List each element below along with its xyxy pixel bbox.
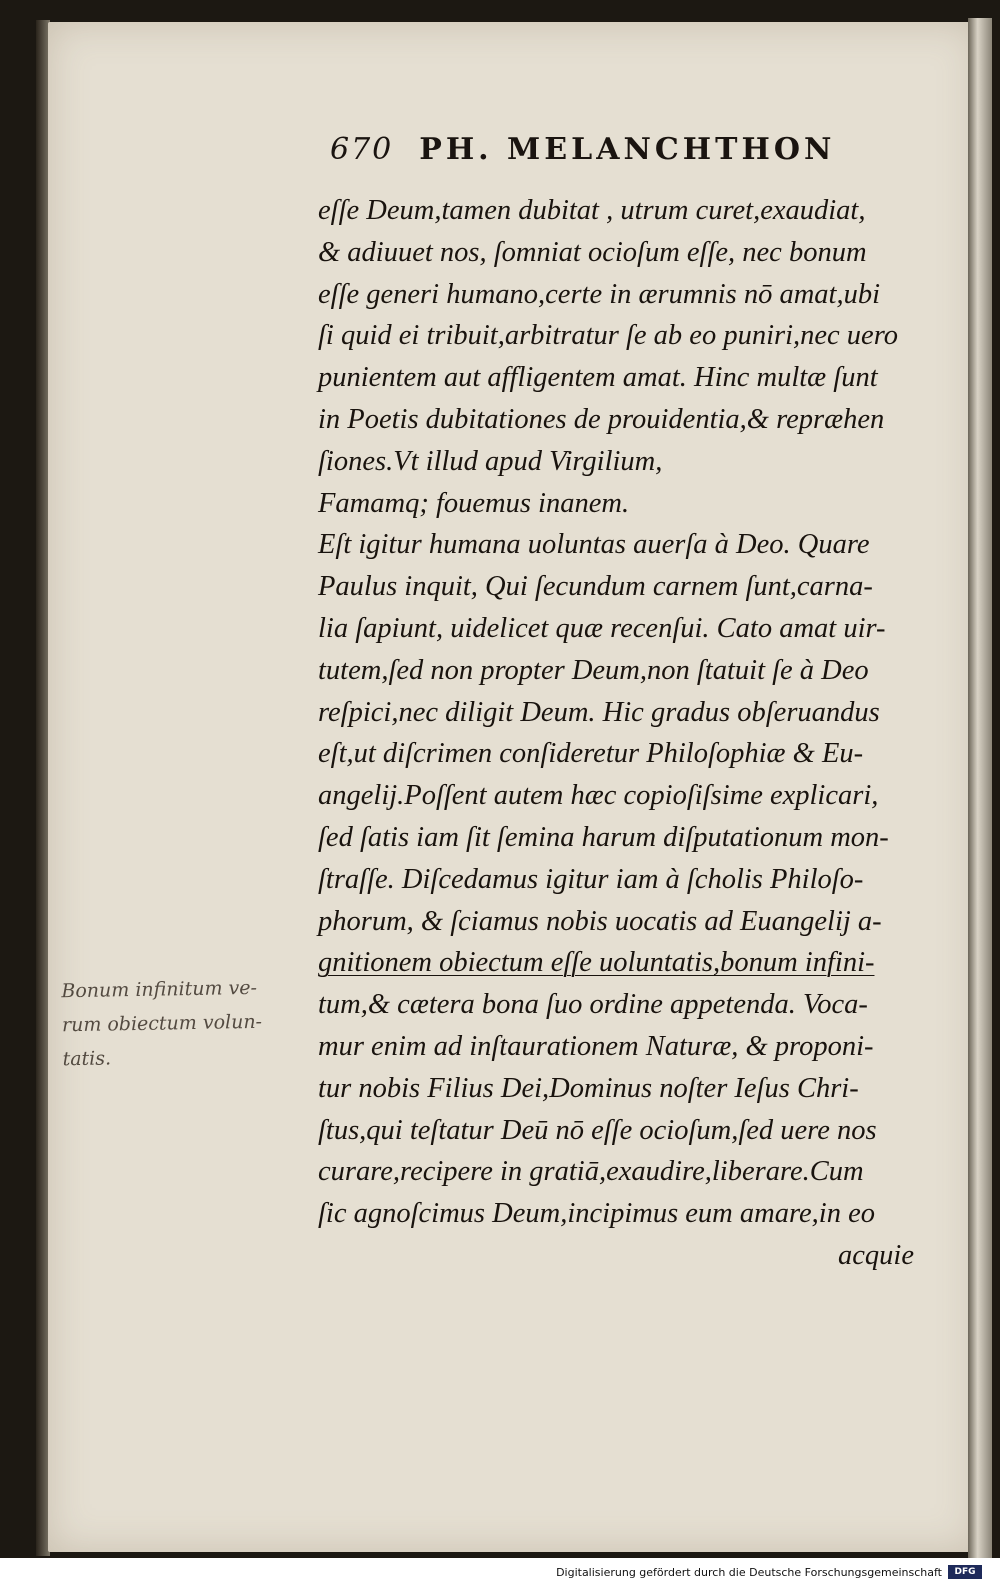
text-line: in Poetis dubitationes de prouidentia,& repræhen xyxy=(318,403,885,435)
main-text-block xyxy=(318,190,928,1277)
text-line: reſpici,nec diligit Deum. Hic gradus obſeruandus xyxy=(318,696,880,728)
text-line: eſſe generi humano,certe in ærumnis nō amat,ubi xyxy=(318,278,881,310)
text-line: Paulus inquit, Qui ſecundum carnem ſunt,carna- xyxy=(318,571,873,603)
text-line: curare,recipere in gratiā,exaudire,liberare.Cum xyxy=(318,1156,864,1188)
text-line-underlined: gnitionem obiectum eſſe uoluntatis,bonum infini- xyxy=(318,947,875,979)
page-header xyxy=(330,132,870,167)
handwritten-marginal-note xyxy=(61,970,323,1077)
text-line: ſic agnoſcimus Deum,incipimus eum amare,in eo xyxy=(318,1198,875,1230)
marginal-note-line: Bonum infinitum ve- xyxy=(61,976,258,1003)
text-line: Eſt igitur humana uoluntas auerſa à Deo. Quare xyxy=(318,529,870,561)
funding-note: Digitalisierung gefördert durch die Deutsche Forschungsgemeinschaft xyxy=(556,1566,942,1579)
marginal-note-line: rum obiectum volun- xyxy=(61,1010,263,1037)
text-line: punientem aut affligentem amat. Hinc multæ ſunt xyxy=(318,362,878,394)
text-line: lia ſapiunt, uidelicet quæ recenſui. Cato amat uir- xyxy=(318,612,886,644)
text-line: tutem,ſed non propter Deum,non ſtatuit ſe à Deo xyxy=(318,654,869,686)
text-line: ſi quid ei tribuit,arbitratur ſe ab eo puniri,nec uero xyxy=(318,320,898,352)
text-line: tum,& cætera bona ſuo ordine appetenda. Voca- xyxy=(318,989,868,1021)
text-line: eſſe Deum,tamen dubitat , utrum curet,exaudiat, xyxy=(318,195,866,226)
text-line: eſt,ut diſcrimen conſideretur Philoſophiæ & Eu- xyxy=(318,738,864,770)
text-line: ſed ſatis iam ſit ſemina harum diſputationum mon- xyxy=(318,821,889,853)
text-line: mur enim ad inſtaurationem Naturæ, & proponi- xyxy=(318,1030,874,1062)
catchword: acquie xyxy=(838,1239,914,1271)
text-line: angelij.Poſſent autem hæc copioſiſsime explicari, xyxy=(318,780,879,812)
text-line: phorum, & ſciamus nobis uocatis ad Euangelij a- xyxy=(318,905,882,937)
text-line: ſtus,qui teſtatur Deū nō eſſe ocioſum,ſed uere nos xyxy=(318,1114,877,1146)
text-line: ſtraſſe. Diſcedamus igitur iam à ſcholis Philoſo- xyxy=(318,863,864,895)
running-head: PH. MELANCHTHON xyxy=(419,132,836,167)
text-line: Famamq; fouemus inanem. xyxy=(318,487,630,519)
text-line: tur nobis Filius Dei,Dominus noſter Ieſus Chri- xyxy=(318,1072,859,1104)
footer-bar xyxy=(0,1558,1000,1587)
text-line: & adiuuet nos, ſomniat ocioſum eſſe, nec bonum xyxy=(318,236,867,268)
text-line: ſiones.Vt illud apud Virgilium, xyxy=(318,445,663,477)
marginal-note-line: tatis. xyxy=(62,1047,112,1071)
page-number: 670 xyxy=(330,132,394,167)
dfg-logo: DFG xyxy=(948,1565,982,1579)
page-edge-right xyxy=(968,18,992,1558)
